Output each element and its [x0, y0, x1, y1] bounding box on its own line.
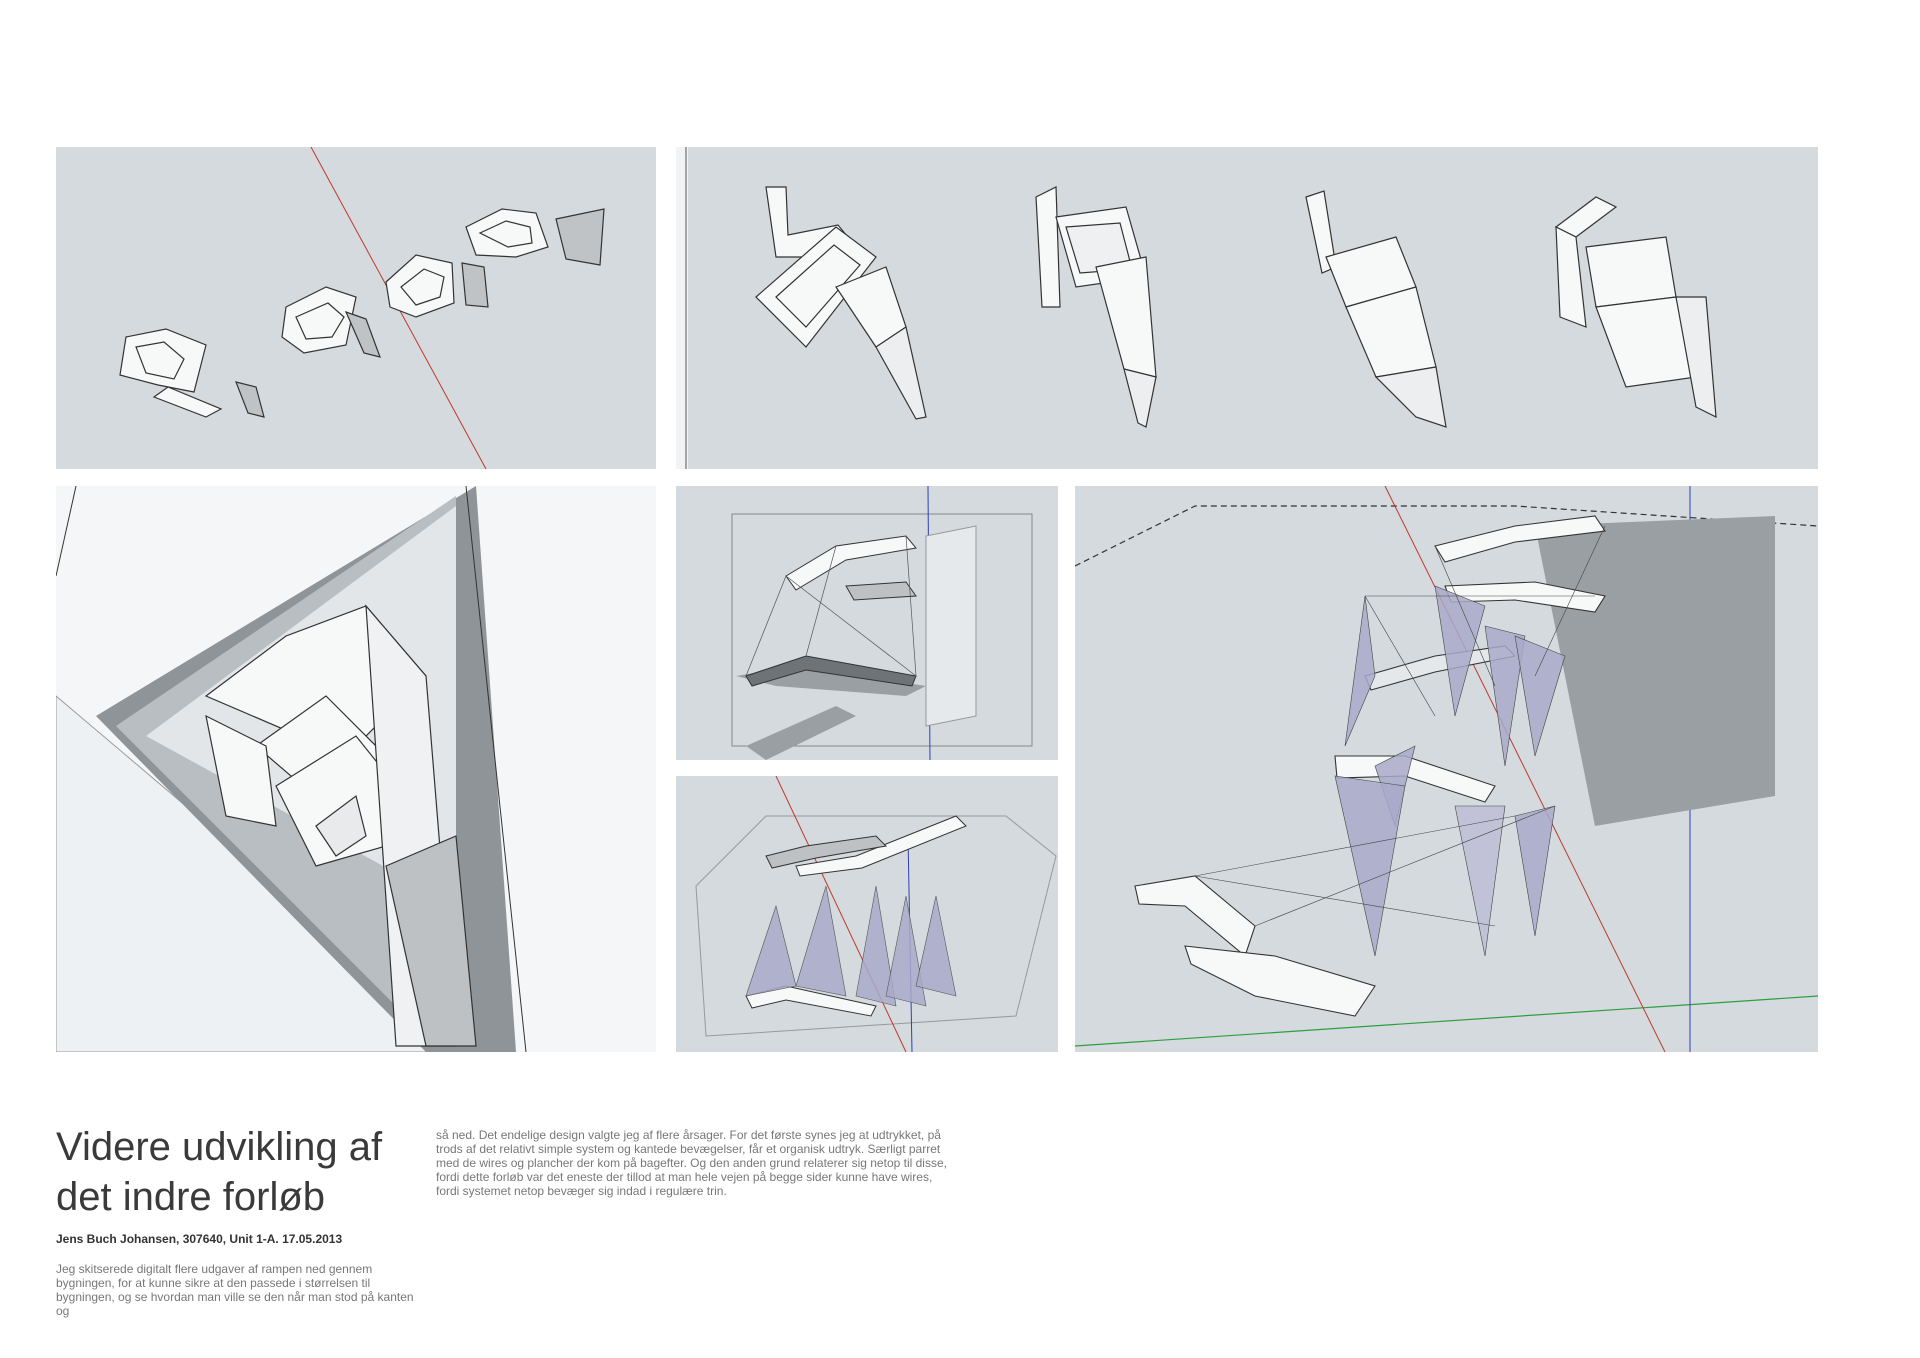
- wire-perspective-small-2-drawing: [676, 776, 1058, 1052]
- wire-perspective-small-1-drawing: [676, 486, 1058, 760]
- ramp-variants-front-viewport: [676, 147, 1818, 469]
- front-variant-4: [1556, 197, 1716, 417]
- triangular-membranes: [746, 886, 956, 1006]
- author-line: Jens Buch Johansen, 307640, Unit 1-A. 17.05.2013: [56, 1232, 343, 1246]
- page-title: [56, 1122, 416, 1222]
- final-design-perspective-viewport: [1075, 486, 1818, 1052]
- title-line-1: Videre udvikling af: [56, 1125, 383, 1169]
- final-design-perspective-drawing: [1075, 486, 1818, 1052]
- front-variant-3: [1306, 191, 1446, 427]
- ramp-variant-4: [466, 209, 604, 265]
- looking-down-viewport: [56, 486, 656, 1052]
- title-line-2: det indre forløb: [56, 1175, 326, 1219]
- ramp-variants-front-drawing: [676, 147, 1818, 469]
- ramp-variants-overview-drawing: [56, 147, 656, 469]
- ramp-variant-2: [282, 287, 380, 357]
- final-ramp: [1135, 516, 1605, 1016]
- intro-paragraph: Jeg skitserede digitalt flere udgaver af rampen ned gennem bygningen, for at kunne sikre at den passede i størrelsen til bygningen, og se hvordan man ville se den når man stod på kanten og: [56, 1262, 414, 1318]
- continuation-paragraph: så ned. Det endelige design valgte jeg af flere årsager. For det første synes jeg at udtrykket, på trods af det relativt simple system og kantede bevægelser, får et organisk udtryk. Særligt parret med de wires og plancher der kom på bagefter. Og den anden grund relaterer sig netop til disse, fordi dette forløb var det eneste der tillod at man hele vejen på begge sider kunne have wires, fordi systemet netop bevæger sig indad i regulære trin.: [436, 1128, 947, 1198]
- green-axis-line: [1075, 996, 1818, 1046]
- wire-perspective-small-2-viewport: [676, 776, 1058, 1052]
- wall-shadow: [1535, 516, 1775, 826]
- ramp-variant-3: [386, 255, 488, 317]
- wire-perspective-small-1-viewport: [676, 486, 1058, 760]
- ramp-variant-1: [120, 329, 264, 417]
- front-variant-2: [1036, 187, 1156, 427]
- looking-down-drawing: [56, 486, 656, 1052]
- front-variant-1: [756, 187, 926, 419]
- ramp-variants-overview-viewport: [56, 147, 656, 469]
